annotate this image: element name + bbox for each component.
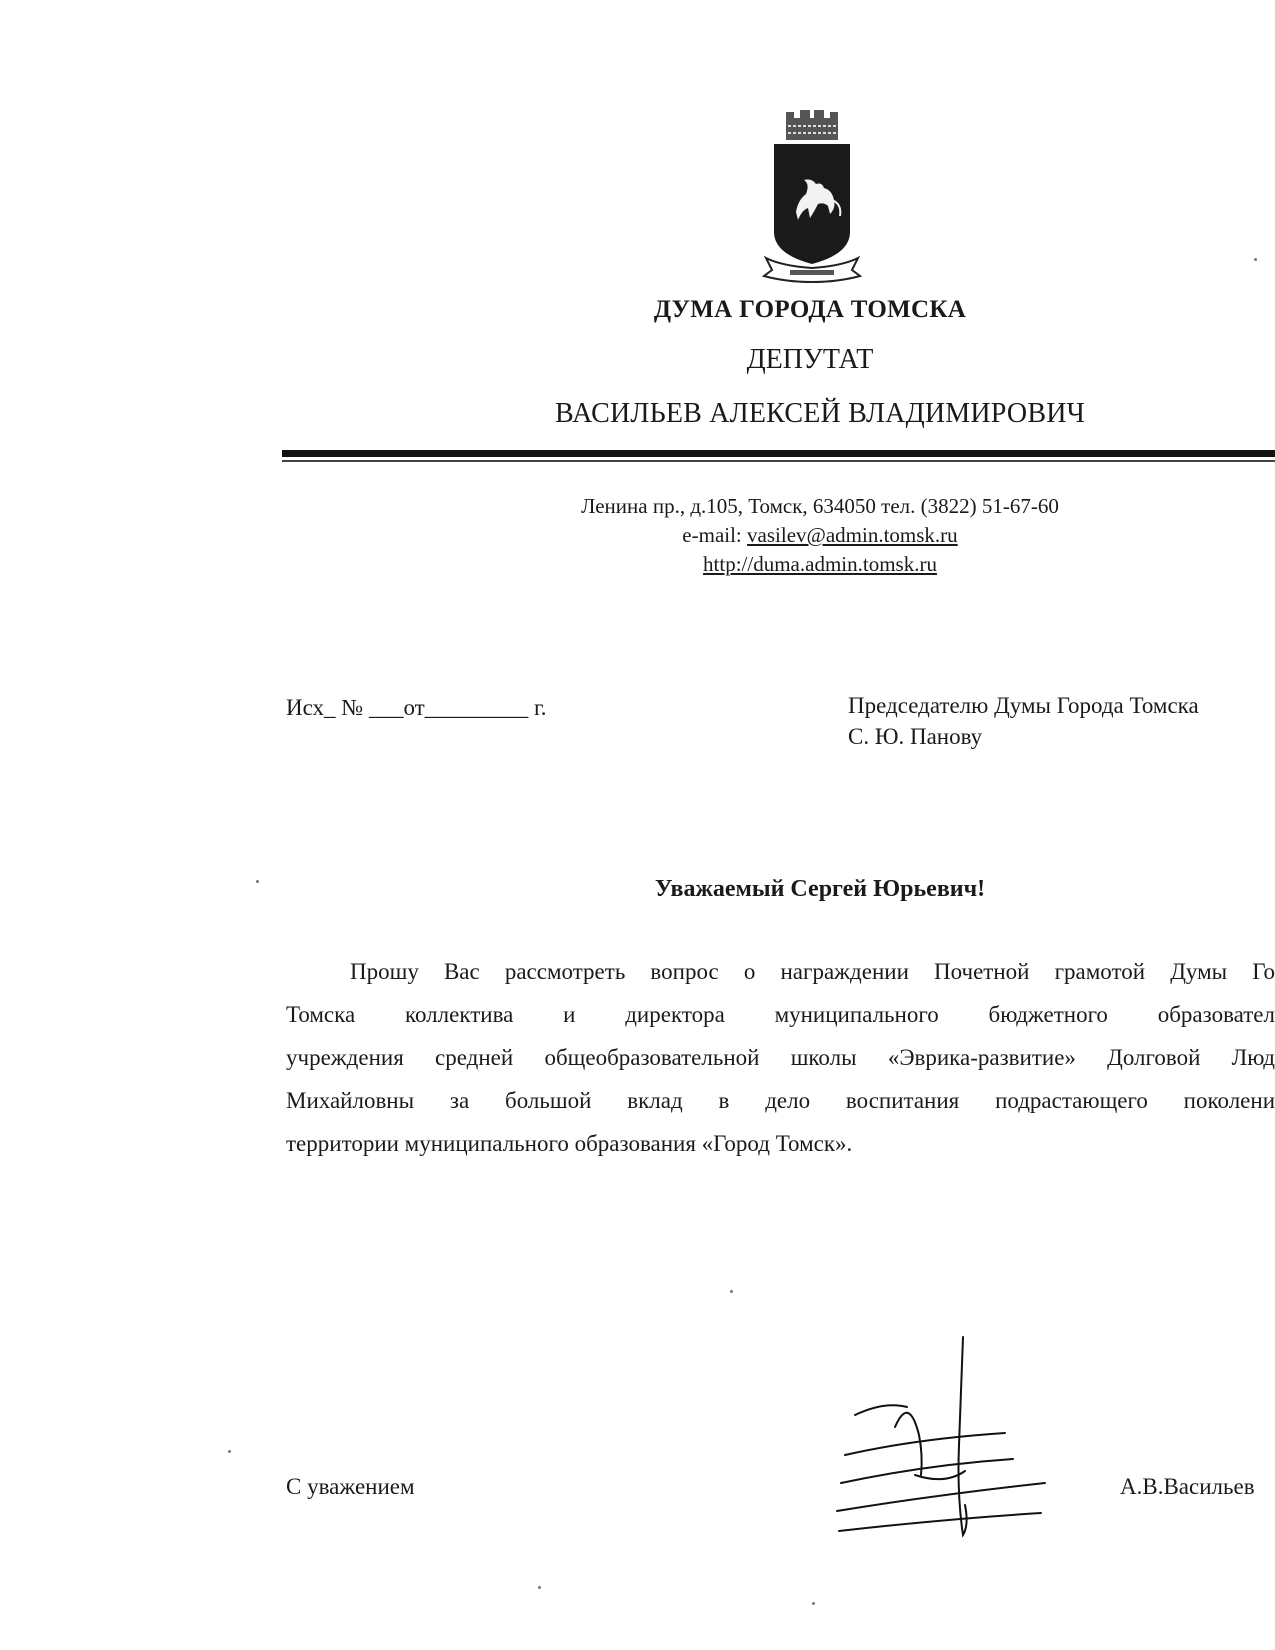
email-link[interactable]: vasilev@admin.tomsk.ru xyxy=(747,523,958,547)
address-phone: Ленина пр., д.105, Томск, 634050 тел. (3822) 51-67-60 xyxy=(581,494,1059,518)
scan-speck xyxy=(228,1450,231,1453)
body-line: Михайловны за большой вклад в дело воспитания подрастающего поколени xyxy=(286,1088,1275,1113)
role-title: ДЕПУТАТ xyxy=(746,344,874,375)
body-line: Томска коллектива и директора муниципального бюджетного образовател xyxy=(286,1002,1275,1027)
handwritten-signature-icon xyxy=(835,1335,1050,1545)
body-line: учреждения средней общеобразовательной школы «Эврика-развитие» Долговой Люд xyxy=(286,1045,1275,1070)
header-divider-thin xyxy=(282,460,1275,462)
tomsk-coat-of-arms-icon xyxy=(752,108,872,283)
addressee-block xyxy=(848,690,1275,752)
signer-name: А.В.Васильев xyxy=(1120,1474,1255,1499)
email-line xyxy=(470,521,1170,550)
letter-body xyxy=(286,950,1275,1165)
scan-speck xyxy=(730,1290,733,1293)
scan-speck xyxy=(812,1602,815,1605)
header-divider xyxy=(282,450,1275,457)
body-line: территории муниципального образования «Город Томск». xyxy=(286,1131,853,1156)
website-link[interactable]: http://duma.admin.tomsk.ru xyxy=(703,552,937,576)
addressee-position: Председателю Думы Города Томска xyxy=(848,693,1199,718)
email-label: e-mail: xyxy=(682,523,748,547)
addressee-name: С. Ю. Панову xyxy=(848,724,983,749)
body-line: Прошу Вас рассмотреть вопрос о награждении Почетной грамотой Думы Го xyxy=(350,959,1275,984)
organization-title: ДУМА ГОРОДА ТОМСКА xyxy=(653,296,967,323)
salutation: Уважаемый Сергей Юрьевич! xyxy=(654,876,986,902)
closing-phrase: С уважением xyxy=(286,1474,415,1499)
scan-speck xyxy=(538,1586,541,1589)
scan-speck xyxy=(1254,258,1257,261)
outgoing-reference: Исх_ № ___от_________ г. xyxy=(286,695,547,720)
contact-block xyxy=(470,492,1170,579)
deputy-name: ВАСИЛЬЕВ АЛЕКСЕЙ ВЛАДИМИРОВИЧ xyxy=(554,398,1086,429)
scan-speck xyxy=(256,880,259,883)
